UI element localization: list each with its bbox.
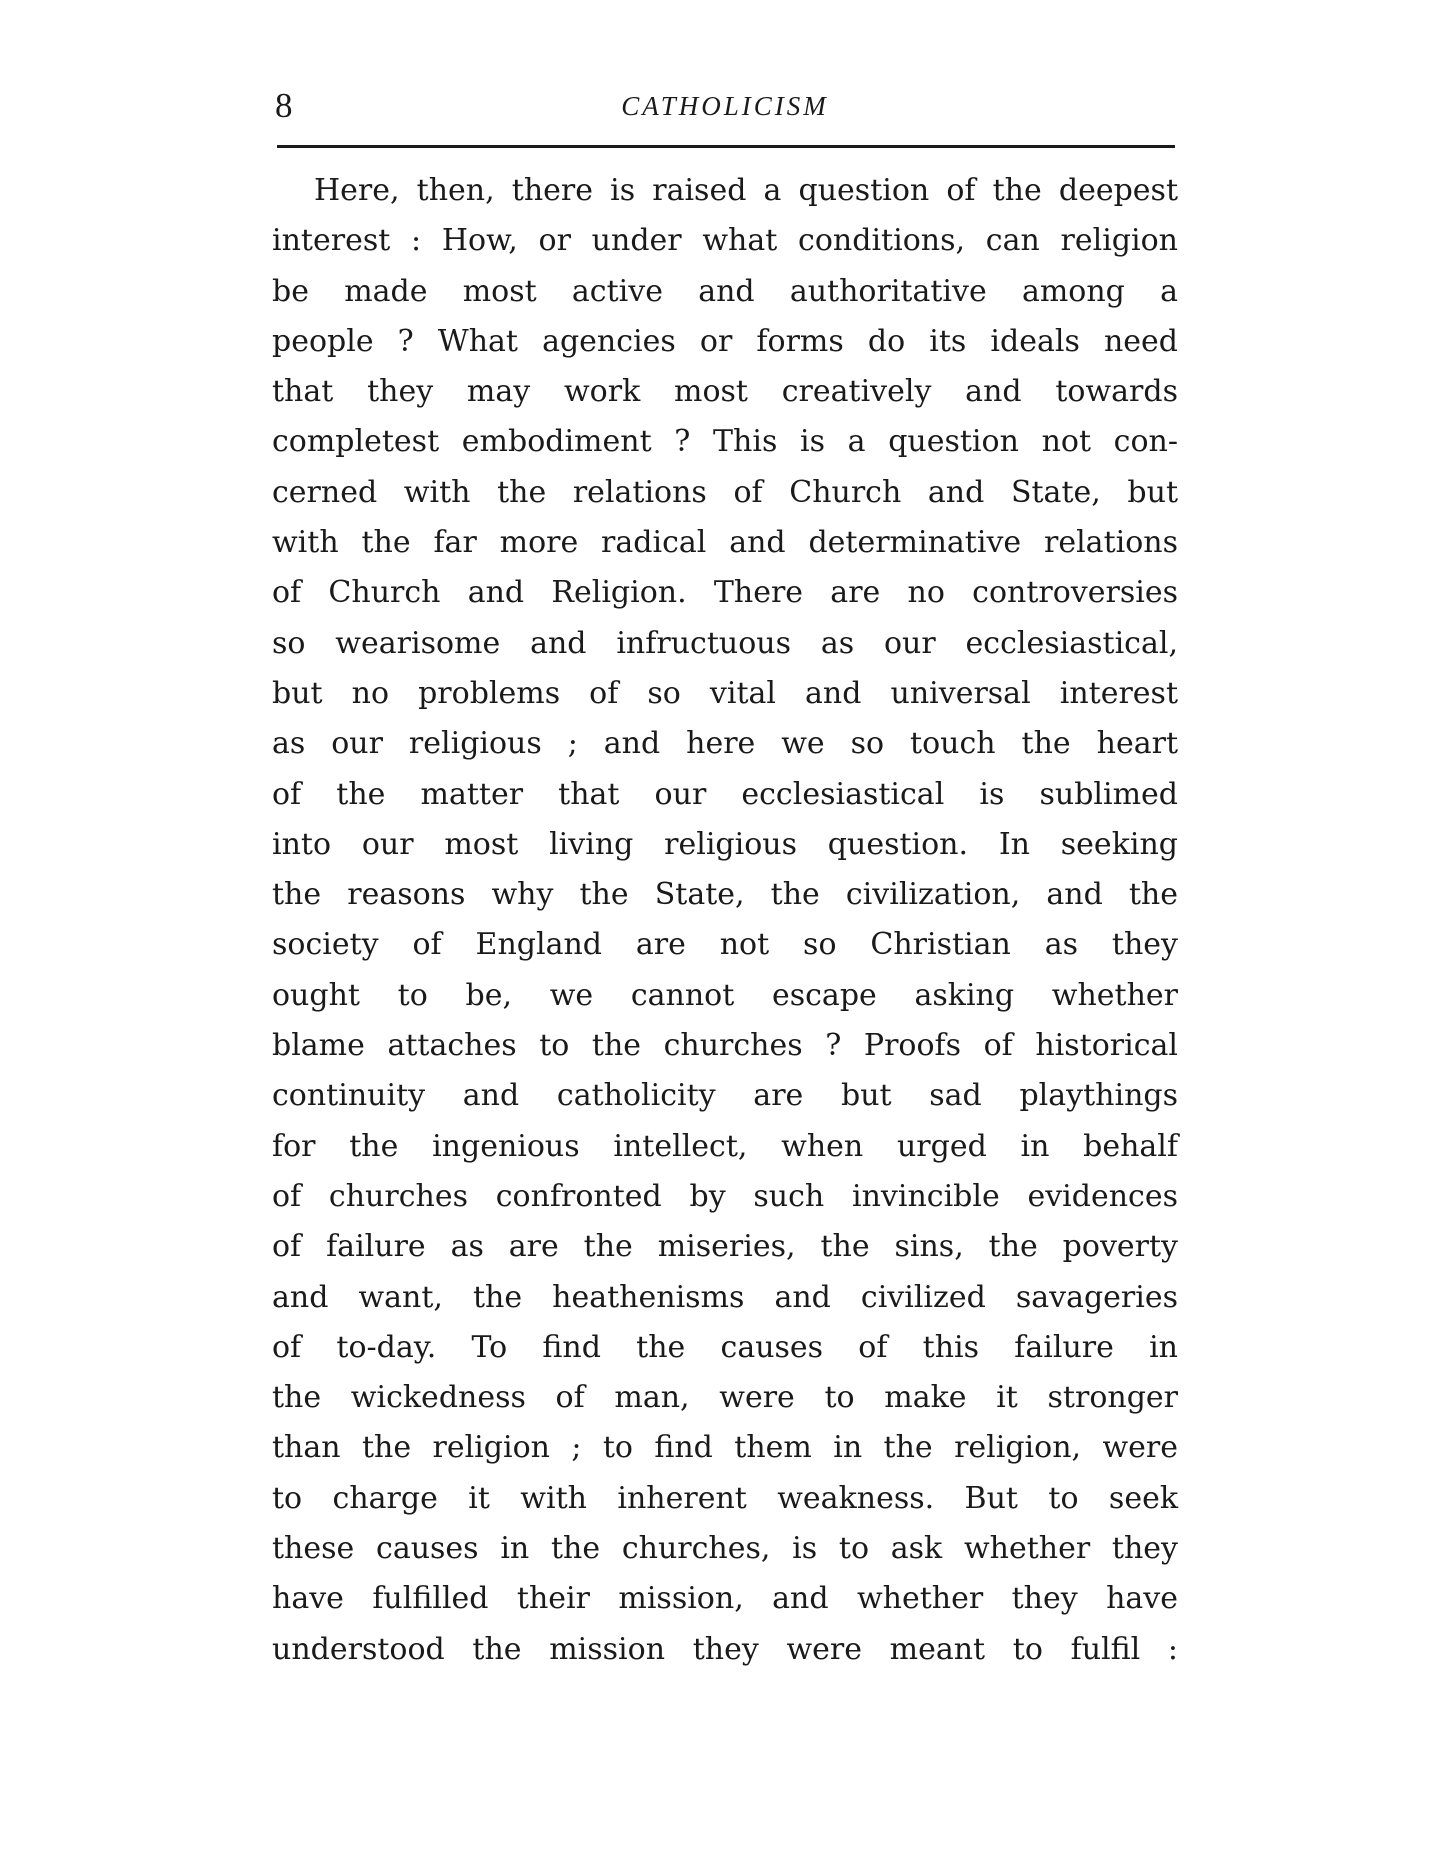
text-line: of Church and Religion. There are no controversies <box>272 575 1178 611</box>
text-line: for the ingenious intellect, when urged in behalf <box>272 1128 1178 1164</box>
text-line: be made most active and authoritative among a <box>272 273 1178 309</box>
text-line: these causes in the churches, is to ask whether they <box>272 1531 1178 1567</box>
text-line: have fulfilled their mission, and whether they have <box>272 1581 1178 1617</box>
text-line: that they may work most creatively and towards <box>272 374 1178 410</box>
page-number: 8 <box>275 86 293 125</box>
text-line: of churches confronted by such invincible evidences <box>272 1178 1178 1214</box>
text-line: Here, then, there is raised a question of the deepest <box>314 173 1178 208</box>
text-line: of the matter that our ecclesiastical is sublimed <box>272 776 1178 812</box>
text-line: continuity and catholicity are but sad playthings <box>272 1078 1178 1114</box>
text-line: than the religion ; to find them in the religion, were <box>272 1430 1178 1466</box>
text-line: the reasons why the State, the civilization, and the <box>272 877 1178 913</box>
header-rule <box>277 145 1175 148</box>
text-line: into our most living religious question. In seeking <box>272 826 1178 862</box>
text-line: to charge it with inherent weakness. But to seek <box>272 1480 1178 1516</box>
text-line: and want, the heathenisms and civilized savageries <box>272 1279 1178 1315</box>
text-line: blame attaches to the churches ? Proofs of historical <box>272 1028 1178 1064</box>
text-line: interest : How, or under what conditions, can religion <box>272 223 1178 259</box>
text-line: people ? What agencies or forms do its ideals need <box>272 323 1178 359</box>
running-title: CATHOLICISM <box>621 91 829 121</box>
text-line: as our religious ; and here we so touch the heart <box>272 726 1178 762</box>
running-head <box>275 84 1175 128</box>
text-line: so wearisome and infructuous as our ecclesiastical, <box>272 625 1178 661</box>
text-line: ought to be, we cannot escape asking whether <box>272 977 1178 1013</box>
text-line: completest embodiment ? This is a question not con- <box>272 424 1178 460</box>
body-text <box>272 166 1178 1675</box>
text-line: society of England are not so Christian as they <box>272 927 1178 963</box>
text-line: cerned with the relations of Church and State, but <box>272 474 1178 510</box>
text-line: the wickedness of man, were to make it stronger <box>272 1380 1178 1416</box>
text-line: but no problems of so vital and universal interest <box>272 675 1178 711</box>
text-line: with the far more radical and determinative relations <box>272 525 1178 561</box>
text-line: understood the mission they were meant to fulfil : <box>272 1631 1178 1667</box>
text-line: of to-day. To find the causes of this failure in <box>272 1329 1178 1365</box>
text-line: of failure as are the miseries, the sins, the poverty <box>272 1229 1178 1265</box>
